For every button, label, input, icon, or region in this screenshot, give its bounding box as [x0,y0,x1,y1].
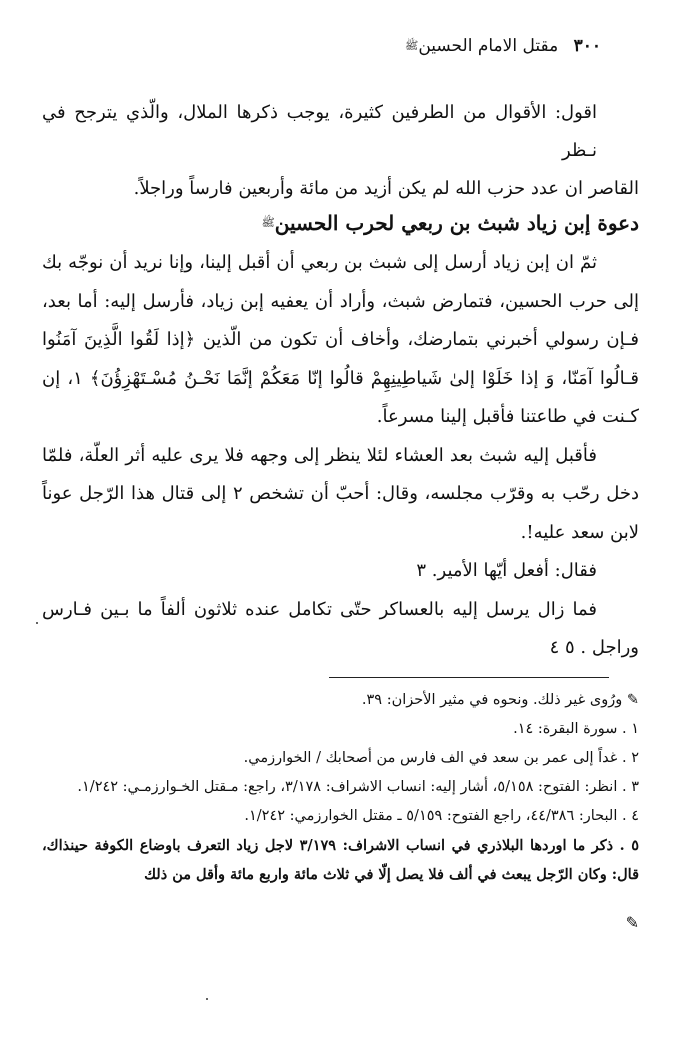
footnote-3: ٣ . انظر: الفتوح: ٥/١٥٨، أشار إليه: انساب الاشراف: ٣/١٧٨، راجع: مـقتل الخـوارزمـي: ١/٢٤٢. [77,779,639,795]
running-header [81,34,601,58]
main-paragraph-3: فقال: أفعل أيّها الأمير. ٣ [416,560,597,581]
footnote-0 [42,686,639,715]
scan-speck [36,622,38,624]
main-text [42,244,639,668]
footnote-0-text: ورُوى غير ذلك. ونحوه في مثير الأحزان: ٣٩. [361,692,623,708]
footnotes [42,686,639,889]
running-title: مقتل الامام الحسين [418,36,559,56]
section-heading [42,208,639,238]
footnote-marker-icon: ✎ [626,692,639,708]
section-heading-text: دعوة إبن زياد شبث بن ربعي لحرب الحسين [274,211,639,235]
footnote-2: ٢ . غداً إلى عمر بن سعد في الف فارس من أصحابك / الخوارزمي. [243,750,639,766]
intro-paragraph [42,94,639,208]
main-paragraph-1: ثمّ ان إبن زياد أرسل إلى شبث بن ربعي أن أقبل إلينا، وإنا نريد أن نوجّه بك إلى حرب الحسين، فتمارض شبث، وأراد أن يعفيه إبن زياد، فأرسل إليه: أما بعد، فـإن رسولي أخبرني بتمارضك، وأخاف أن تكون من الّذين ﴿إذا لَقُوا الَّذِينَ آمَنُوا قـالُوا آمَنّا، وَ إذا خَلَوْا إلىٰ شَياطِينِهِمْ قالُوا إنّا مَعَكُمْ إنَّمَا نَحْـنُ مُسْـتَهْزِؤُنَ﴾ ١، إن كـنت في طاعتنا فأقبل إلينا مسرعاً. [42,252,639,427]
page-number: ٣٠٠ [573,36,601,56]
footnote-separator [329,677,609,678]
footnote-4: ٤ . البحار: ٤٤/٣٨٦، راجع الفتوح: ٥/١٥٩ ـ مقتل الخوارزمي: ١/٢٤٢. [244,808,639,824]
honorific-ligature-icon: ﷺ [261,216,275,229]
main-paragraph-2: فأقبل إليه شبث بعد العشاء لئلا ينظر إلى وجهه فلا يرى عليه أثر العلّة، فلمّا دخل رحّب به وقرّب مجلسه، وقال: أحبّ أن تشخص ٢ إلى قتال هذا الرّجل عوناً لابن سعد عليه!. [42,444,639,543]
footnote-5: ٥ . ذكر ما اوردها البلاذري في انساب الاشراف: ٣/١٧٩ لاجل زياد التعرف باوضاع الكوفة حينذاك، قال: وكان الرّجل يبعث في ألف فلا يصل إلّا في ثلاث مائة واربع مائة وأقل من ذلك [42,837,639,883]
footnote-1: ١ . سورة البقرة: ١٤. [513,721,639,737]
intro-line-2: القاصر ان عدد حزب الله لم يكن أزيد من مائة وأربعين فارساً وراجلاً. [133,178,639,199]
honorific-ligature-icon: ﷺ [405,39,419,52]
end-marker-icon: ✎ [625,913,639,932]
intro-line-1: اقول: الأقوال من الطرفين كثيرة، يوجب ذكرها الملال، والّذي يترجح في نـظر [42,102,597,161]
main-paragraph-4: فما زال يرسل إليه بالعساكر حتّى تكامل عنده ثلاثون ألفاً ما بـين فـارس وراجل . ٥ ٤ [42,598,639,658]
scan-speck [206,998,208,1000]
